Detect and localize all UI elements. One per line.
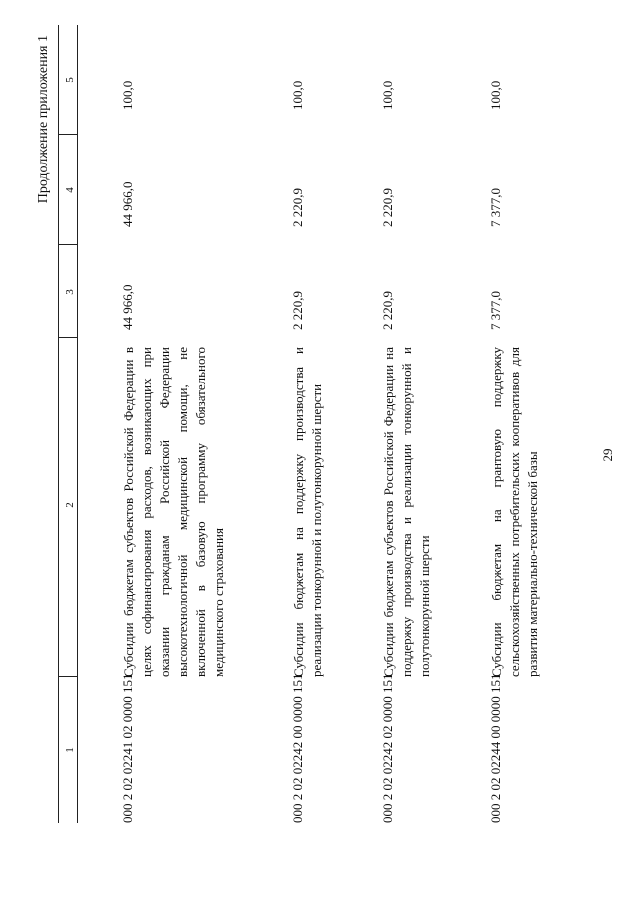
column-header-5: 5 <box>64 77 76 83</box>
row-4-col5: 100,0 <box>488 80 503 110</box>
table-top-rule <box>58 25 59 823</box>
row-1-description: Субсидии бюджетам субъектов Российской Федерации в целях софинансирования расходов, возникающих при оказании гражданам Российской Федерации высокотехнологичной медицинской помощи, не включенной в базовую программу обязательного медицинского страхования <box>121 347 226 677</box>
header-divider-2 <box>58 337 77 338</box>
row-3-col5: 100,0 <box>380 80 395 110</box>
header-divider-4 <box>58 134 77 135</box>
column-header-2: 2 <box>64 502 76 508</box>
page-number: 29 <box>600 448 615 462</box>
header-bottom-rule <box>77 25 78 823</box>
row-1-col5: 100,0 <box>120 80 135 110</box>
row-2-col3: 2 220,9 <box>290 291 305 330</box>
row-4-col4: 7 377,0 <box>488 188 503 227</box>
row-3-code: 000 2 02 02242 02 0000 151 <box>380 673 395 823</box>
column-header-3: 3 <box>64 289 76 295</box>
row-1-col4: 44 966,0 <box>120 181 135 227</box>
column-header-1: 1 <box>64 747 76 753</box>
row-2-col4: 2 220,9 <box>290 188 305 227</box>
row-4-description: Субсидии бюджетам на грантовую поддержку сельскохозяйственных потребительских кооперативов для развития материально-технической базы <box>489 347 540 677</box>
row-3-col4: 2 220,9 <box>380 188 395 227</box>
continuation-title: Продолжение приложения 1 <box>36 35 51 204</box>
row-4-code: 000 2 02 02244 00 0000 151 <box>488 673 503 823</box>
column-header-4: 4 <box>64 187 76 193</box>
row-2-description: Субсидии бюджетам на поддержку производства и реализации тонкорунной и полутонкорунной шерсти <box>291 347 324 677</box>
header-divider-3 <box>58 244 77 245</box>
row-1-code: 000 2 02 02241 02 0000 151 <box>120 673 135 823</box>
row-3-description: Субсидии бюджетам субъектов Российской Федерации на поддержку производства и реализации тонкорунной и полутонкорунной шерсти <box>381 347 432 677</box>
row-2-col5: 100,0 <box>290 80 305 110</box>
row-2-code: 000 2 02 02242 00 0000 151 <box>290 673 305 823</box>
row-3-col3: 2 220,9 <box>380 291 395 330</box>
row-4-col3: 7 377,0 <box>488 291 503 330</box>
row-1-col3: 44 966,0 <box>120 284 135 330</box>
header-divider-1 <box>58 676 77 677</box>
